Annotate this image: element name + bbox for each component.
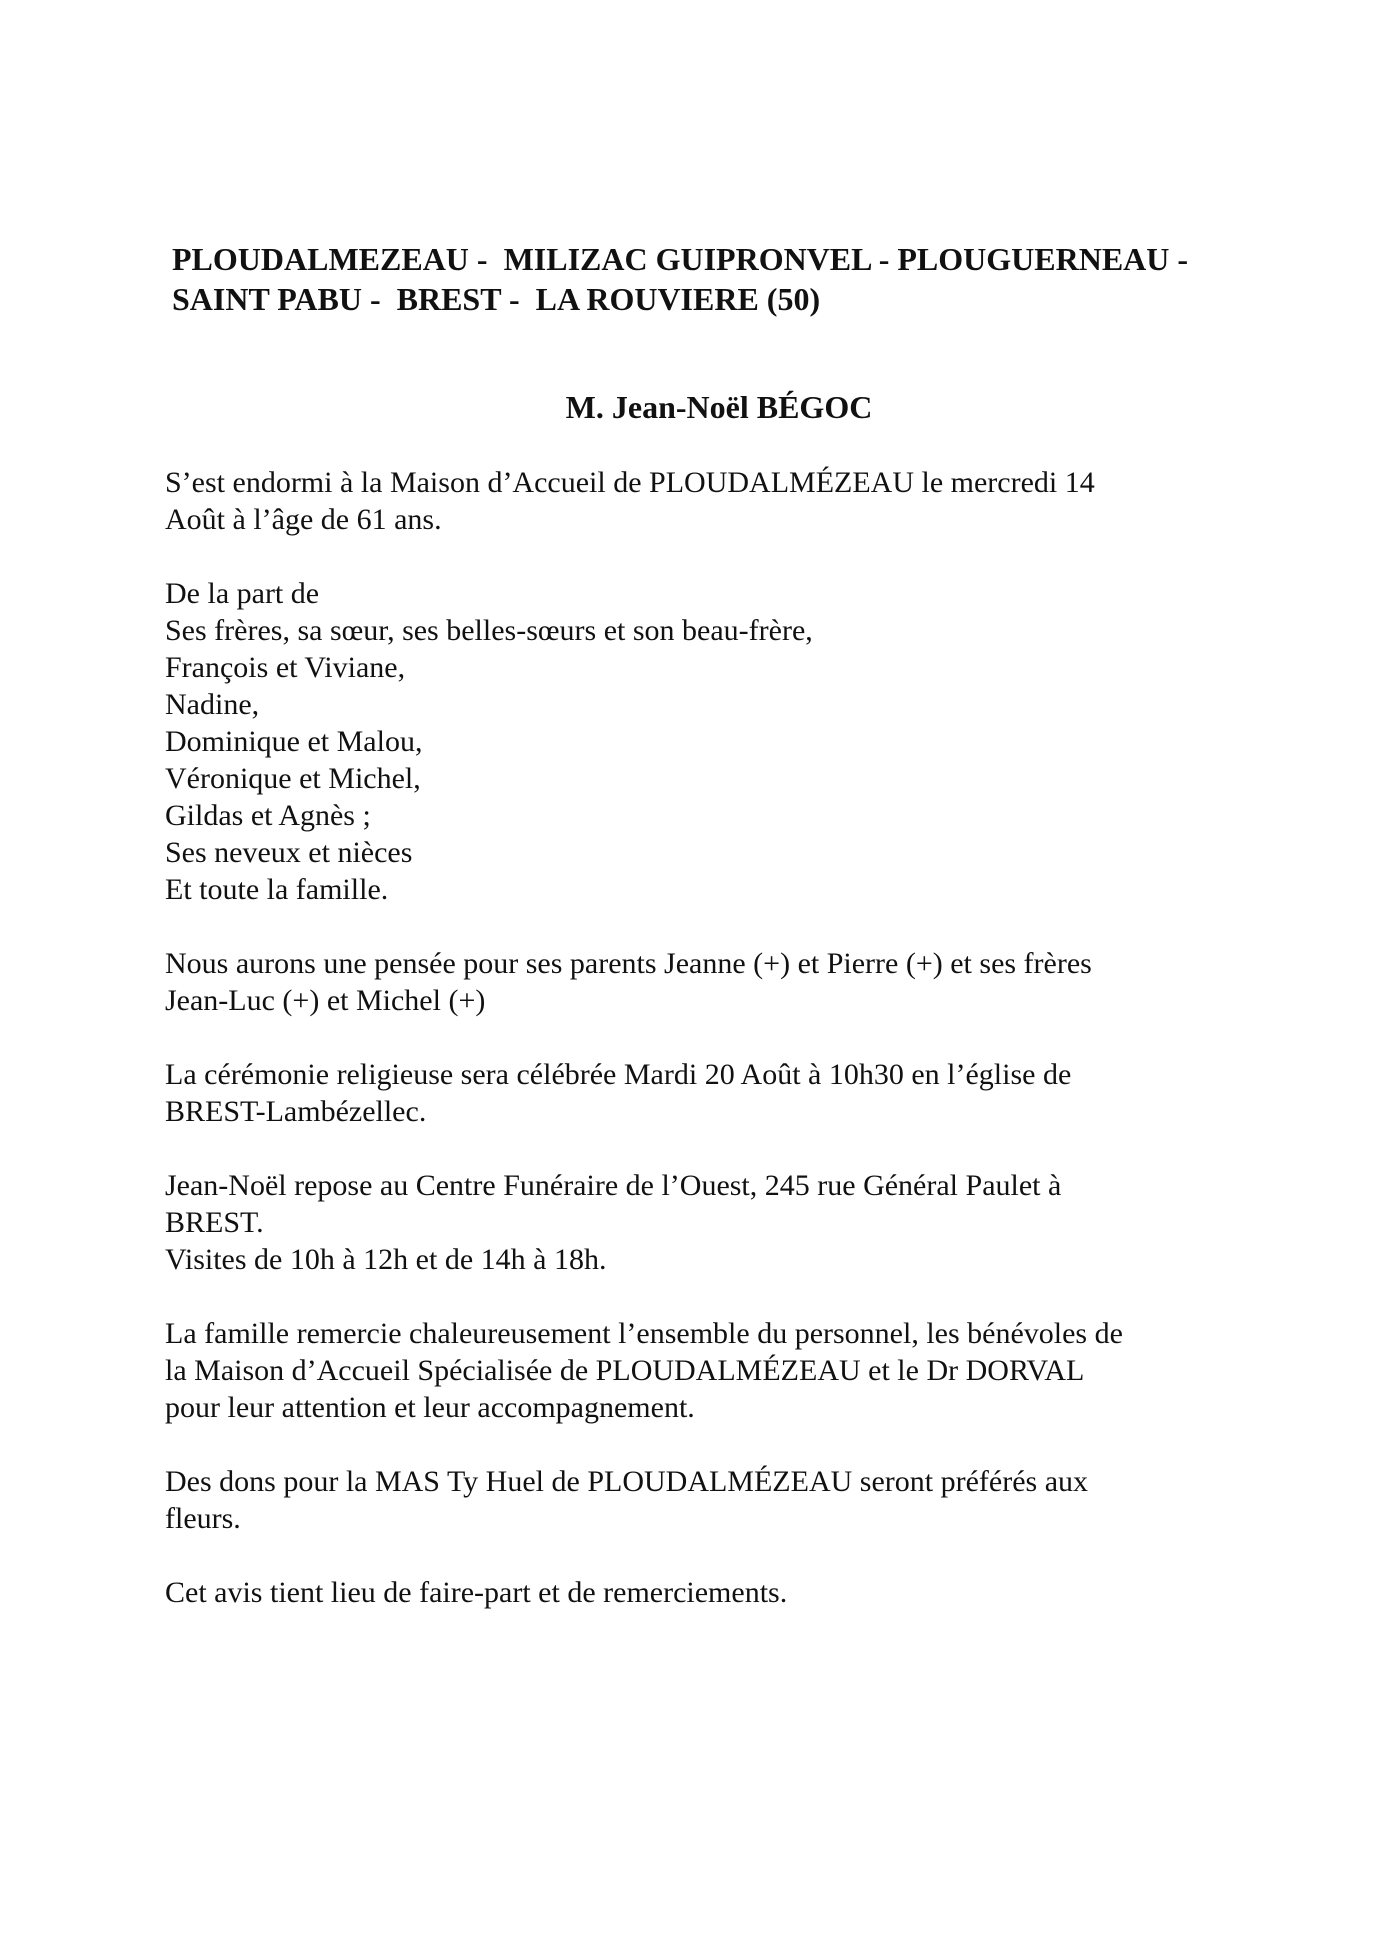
text-line: La famille remercie chaleureusement l’ensemble du personnel, les bénévoles de <box>165 1317 1123 1350</box>
notice-body <box>165 464 1245 1648</box>
paragraph-ceremony <box>165 1056 1245 1130</box>
text-line: Des dons pour la MAS Ty Huel de PLOUDALMÉZEAU seront préférés aux <box>165 1465 1089 1498</box>
text-line: Ses frères, sa sœur, ses belles-sœurs et son beau-frère, <box>165 614 813 647</box>
paragraph-visitation <box>165 1167 1245 1278</box>
text-line: Véronique et Michel, <box>165 762 421 795</box>
text-line: De la part de <box>165 577 320 610</box>
deceased-name: M. Jean-Noël BÉGOC <box>565 389 873 425</box>
text-line: Nous aurons une pensée pour ses parents Jeanne (+) et Pierre (+) et ses frères <box>165 947 1092 980</box>
paragraph-closing <box>165 1574 1245 1611</box>
paragraph-death-announcement <box>165 464 1245 538</box>
paragraph-thanks <box>165 1315 1245 1426</box>
text-line: BREST-Lambézellec. <box>165 1095 427 1128</box>
text-line: Nadine, <box>165 688 260 721</box>
text-line: S’est endormi à la Maison d’Accueil de PLOUDALMÉZEAU le mercredi 14 <box>165 466 1095 499</box>
text-line: BREST. <box>165 1206 264 1239</box>
text-line: Cet avis tient lieu de faire-part et de remerciements. <box>165 1576 788 1609</box>
text-line: la Maison d’Accueil Spécialisée de PLOUDALMÉZEAU et le Dr DORVAL <box>165 1354 1085 1387</box>
text-line: Ses neveux et nièces <box>165 836 413 869</box>
text-line: fleurs. <box>165 1502 241 1535</box>
text-line: Visites de 10h à 12h et de 14h à 18h. <box>165 1243 607 1276</box>
locations-header <box>172 239 1188 319</box>
text-line: Jean-Noël repose au Centre Funéraire de l’Ouest, 245 rue Général Paulet à <box>165 1169 1062 1202</box>
text-line: Et toute la famille. <box>165 873 389 906</box>
paragraph-family <box>165 575 1245 908</box>
text-line: Jean-Luc (+) et Michel (+) <box>165 984 486 1017</box>
text-line: François et Viviane, <box>165 651 406 684</box>
header-line-1: PLOUDALMEZEAU - MILIZAC GUIPRONVEL - PLOUGUERNEAU - <box>172 241 1189 277</box>
paragraph-remembrance <box>165 945 1245 1019</box>
text-line: La cérémonie religieuse sera célébrée Mardi 20 Août à 10h30 en l’église de <box>165 1058 1072 1091</box>
header-line-2: SAINT PABU - BREST - LA ROUVIERE (50) <box>172 281 821 317</box>
text-line: Dominique et Malou, <box>165 725 423 758</box>
text-line: pour leur attention et leur accompagnement. <box>165 1391 695 1424</box>
text-line: Août à l’âge de 61 ans. <box>165 503 442 536</box>
paragraph-donations <box>165 1463 1245 1537</box>
text-line: Gildas et Agnès ; <box>165 799 371 832</box>
